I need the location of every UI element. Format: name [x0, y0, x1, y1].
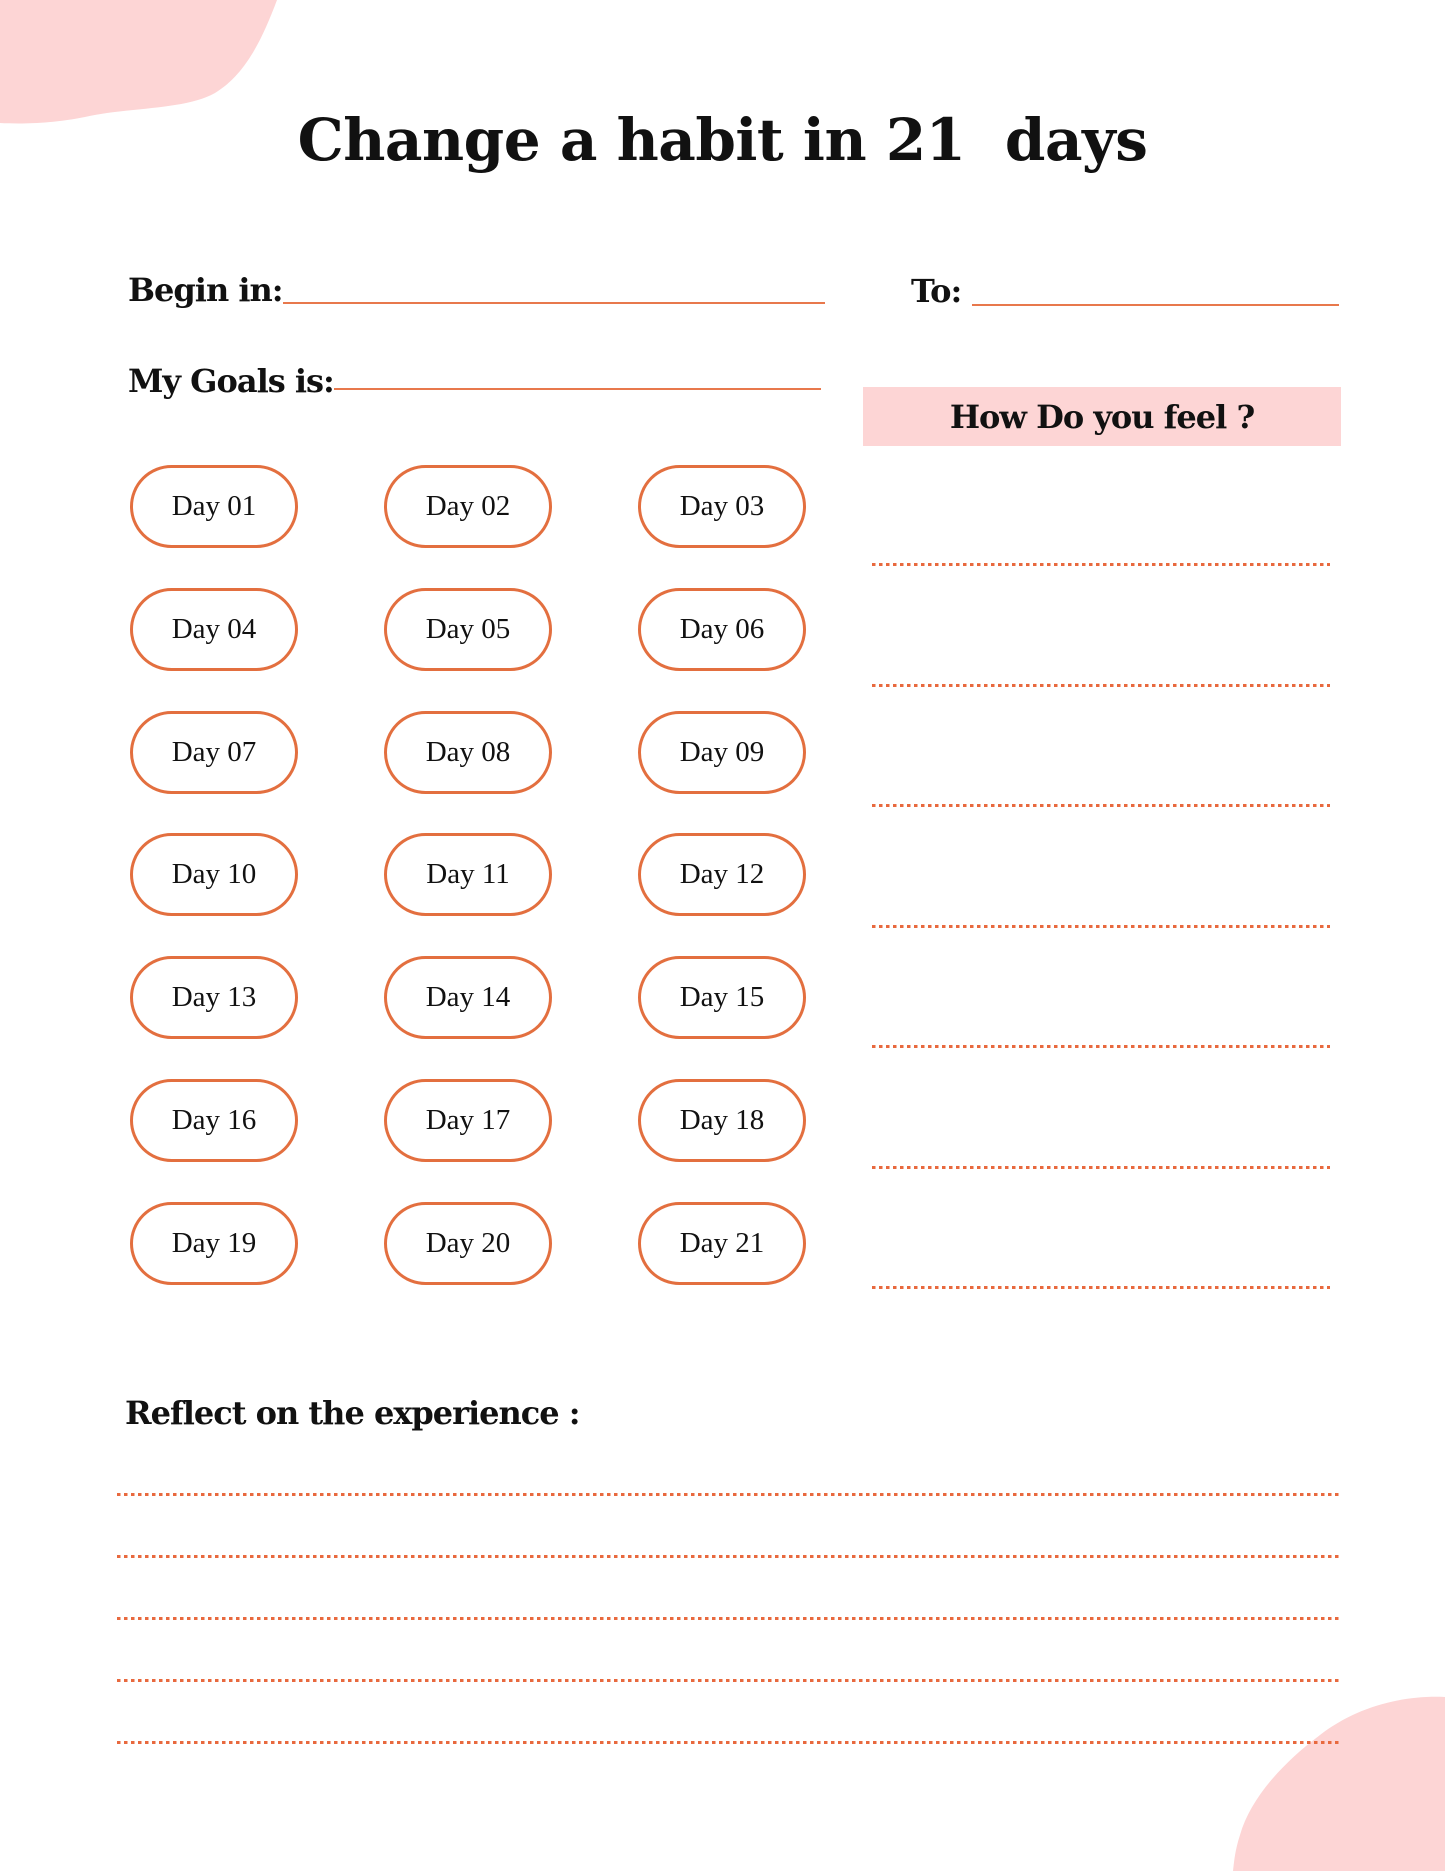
feel-writing-line[interactable]: [872, 1045, 1330, 1048]
feel-writing-line[interactable]: [872, 1286, 1330, 1289]
reflect-writing-line[interactable]: [117, 1679, 1339, 1682]
day-pill-label: Day 12: [679, 858, 765, 890]
day-pill-label: Day 07: [171, 736, 257, 768]
day-pill-label: Day 18: [679, 1104, 765, 1136]
day-pill[interactable]: [384, 833, 552, 916]
day-pill-label: Day 04: [171, 613, 257, 645]
day-pill-label: Day 16: [171, 1104, 257, 1136]
day-pill[interactable]: [638, 1079, 806, 1162]
day-pill-label: Day 21: [679, 1227, 765, 1259]
day-pill-label: Day 09: [679, 736, 765, 768]
day-pill[interactable]: [130, 711, 298, 794]
day-pill-label: Day 17: [425, 1104, 511, 1136]
feel-writing-line[interactable]: [872, 925, 1330, 928]
day-pill-label: Day 19: [171, 1227, 257, 1259]
day-pill[interactable]: [384, 956, 552, 1039]
day-pill[interactable]: [130, 588, 298, 671]
day-pill[interactable]: [130, 1202, 298, 1285]
day-pill[interactable]: [638, 1202, 806, 1285]
feel-writing-line[interactable]: [872, 684, 1330, 687]
day-pill-label: Day 01: [171, 490, 257, 522]
reflect-writing-line[interactable]: [117, 1741, 1339, 1744]
feel-heading: How Do you feel ?: [949, 397, 1255, 436]
day-pill-label: Day 10: [171, 858, 257, 890]
day-pill[interactable]: [638, 465, 806, 548]
day-pill-label: Day 06: [679, 613, 765, 645]
day-pill[interactable]: [638, 833, 806, 916]
day-pill-label: Day 11: [426, 858, 510, 890]
day-pill[interactable]: [384, 465, 552, 548]
day-pill[interactable]: [130, 833, 298, 916]
day-pill[interactable]: [130, 465, 298, 548]
day-pill[interactable]: [638, 711, 806, 794]
day-pill[interactable]: [638, 588, 806, 671]
begin-label: Begin in:: [128, 271, 283, 309]
to-label: To:: [911, 272, 962, 310]
to-input-line[interactable]: [972, 304, 1339, 306]
day-pill[interactable]: [384, 1202, 552, 1285]
decorative-blob-bottom-right: [1225, 1690, 1445, 1871]
day-pill[interactable]: [384, 1079, 552, 1162]
reflect-writing-line[interactable]: [117, 1555, 1339, 1558]
day-pill-label: Day 15: [679, 981, 765, 1013]
day-pill[interactable]: [638, 956, 806, 1039]
feel-writing-line[interactable]: [872, 804, 1330, 807]
reflect-writing-line[interactable]: [117, 1493, 1339, 1496]
day-pill[interactable]: [384, 588, 552, 671]
begin-input-line[interactable]: [283, 302, 825, 304]
day-pill-label: Day 20: [425, 1227, 511, 1259]
day-pill-label: Day 05: [425, 613, 511, 645]
feel-heading-box: [863, 387, 1341, 446]
day-pill[interactable]: [130, 1079, 298, 1162]
day-pill[interactable]: [384, 711, 552, 794]
day-pill-label: Day 02: [425, 490, 511, 522]
goals-input-line[interactable]: [334, 388, 821, 390]
day-pill-label: Day 14: [425, 981, 511, 1013]
day-pill[interactable]: [130, 956, 298, 1039]
day-pill-label: Day 03: [679, 490, 765, 522]
day-pill-label: Day 13: [171, 981, 257, 1013]
day-pill-label: Day 08: [425, 736, 511, 768]
page-title: Change a habit in 21 days: [297, 106, 1148, 174]
feel-writing-line[interactable]: [872, 1166, 1330, 1169]
reflect-heading: Reflect on the experience :: [125, 1394, 580, 1432]
reflect-writing-line[interactable]: [117, 1617, 1339, 1620]
goals-label: My Goals is:: [128, 362, 334, 400]
feel-writing-line[interactable]: [872, 563, 1330, 566]
